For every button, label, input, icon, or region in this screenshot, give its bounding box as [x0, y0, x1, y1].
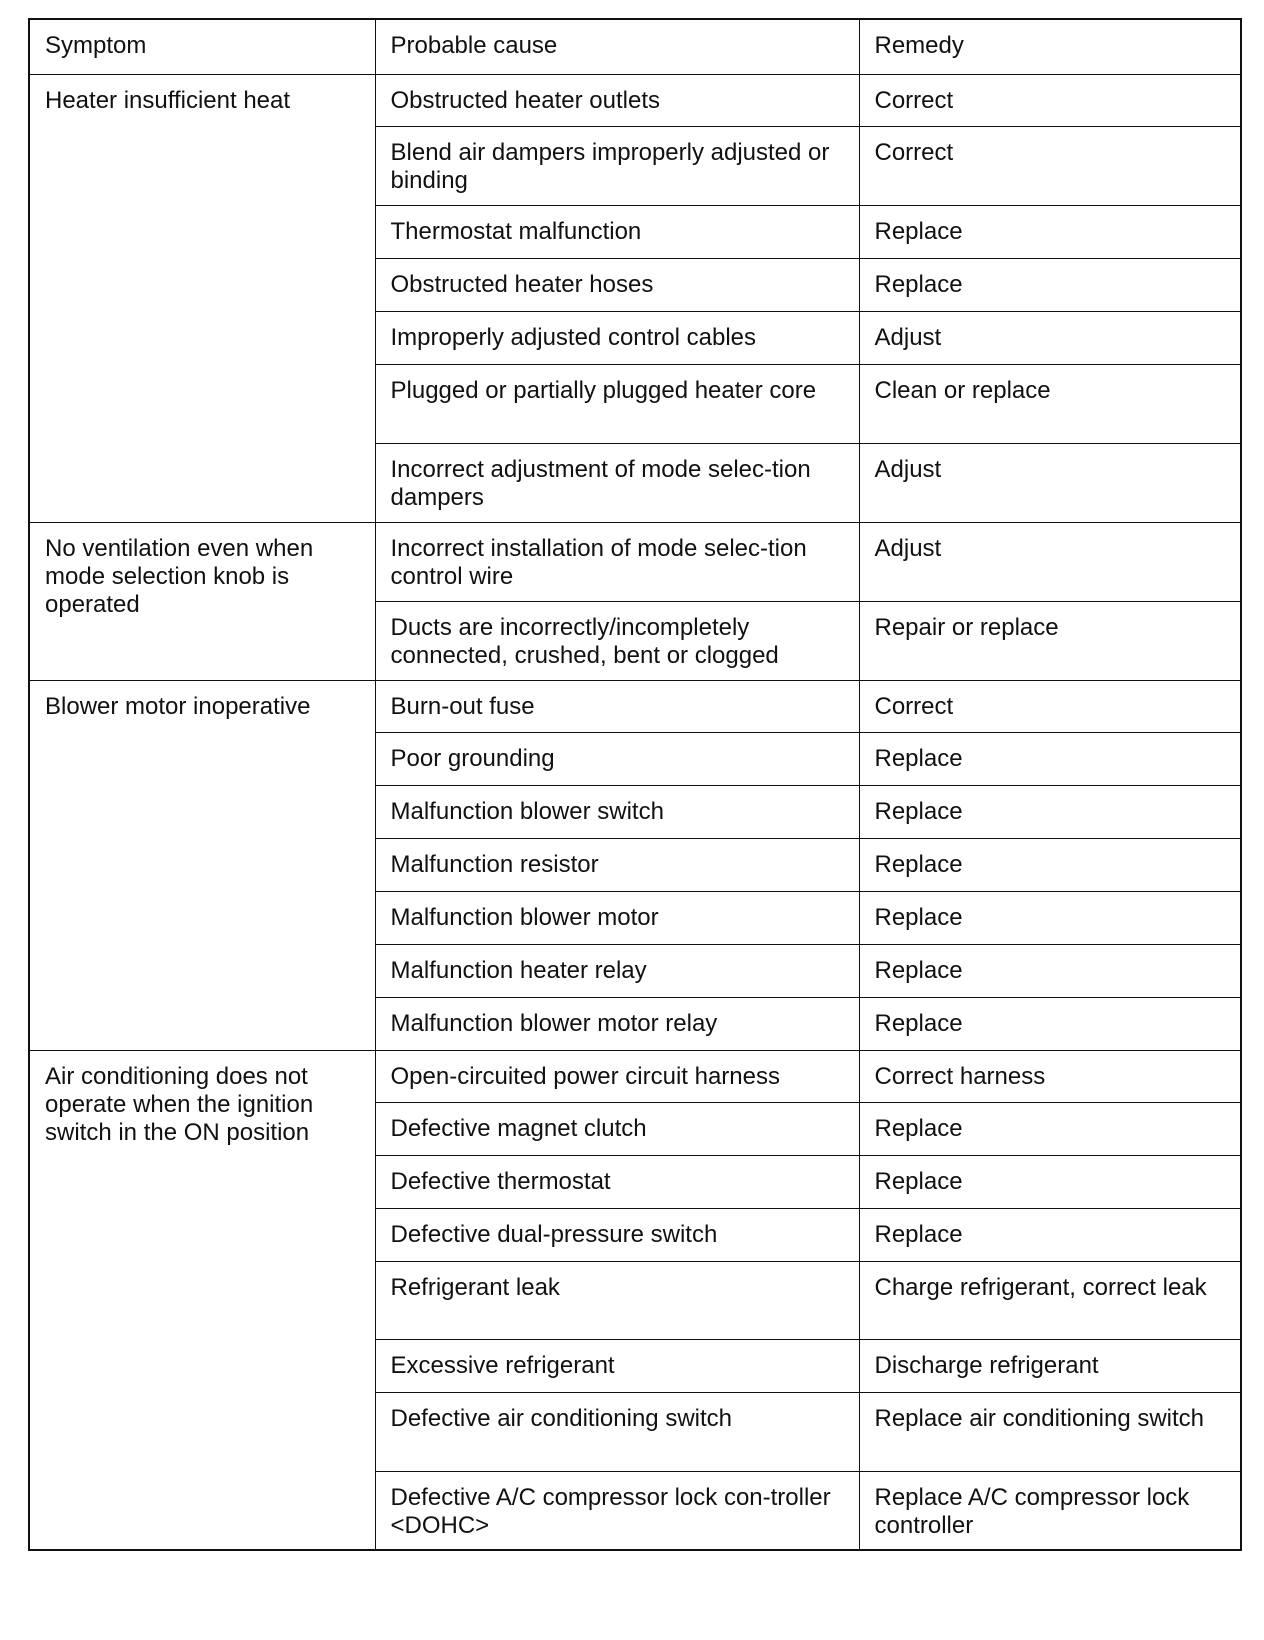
remedy-cell: Repair or replace: [859, 601, 1241, 680]
header-row: [29, 19, 1241, 74]
remedy-cell: Replace: [859, 205, 1241, 258]
remedy-cell: Replace: [859, 1102, 1241, 1155]
probable-cause-cell: Incorrect adjustment of mode selec-tion dampers: [375, 443, 859, 522]
cause-column-header: Probable cause: [375, 19, 859, 74]
symptom-cell: No ventilation even when mode selection knob is operated: [29, 522, 375, 680]
symptom-column-header: Symptom: [29, 19, 375, 74]
table-body: [29, 74, 1241, 1550]
probable-cause-cell: Excessive refrigerant: [375, 1339, 859, 1392]
probable-cause-cell: Poor grounding: [375, 732, 859, 785]
probable-cause-cell: Burn-out fuse: [375, 680, 859, 732]
probable-cause-cell: Blend air dampers improperly adjusted or binding: [375, 126, 859, 205]
probable-cause-cell: Thermostat malfunction: [375, 205, 859, 258]
table-row: [29, 522, 1241, 601]
remedy-cell: Adjust: [859, 522, 1241, 601]
troubleshooting-table: [28, 18, 1242, 1551]
probable-cause-cell: Malfunction heater relay: [375, 944, 859, 997]
remedy-cell: Charge refrigerant, correct leak: [859, 1261, 1241, 1339]
remedy-cell: Correct: [859, 680, 1241, 732]
remedy-cell: Replace: [859, 1208, 1241, 1261]
remedy-cell: Adjust: [859, 311, 1241, 364]
symptom-cell: Blower motor inoperative: [29, 680, 375, 1050]
probable-cause-cell: Open-circuited power circuit harness: [375, 1050, 859, 1102]
probable-cause-cell: Incorrect installation of mode selec-tion control wire: [375, 522, 859, 601]
probable-cause-cell: Malfunction blower motor: [375, 891, 859, 944]
remedy-cell: Replace A/C compressor lock controller: [859, 1471, 1241, 1550]
remedy-cell: Replace: [859, 732, 1241, 785]
probable-cause-cell: Plugged or partially plugged heater core: [375, 364, 859, 443]
probable-cause-cell: Defective air conditioning switch: [375, 1392, 859, 1471]
probable-cause-cell: Obstructed heater outlets: [375, 74, 859, 126]
remedy-cell: Replace: [859, 891, 1241, 944]
remedy-cell: Clean or replace: [859, 364, 1241, 443]
remedy-cell: Adjust: [859, 443, 1241, 522]
probable-cause-cell: Improperly adjusted control cables: [375, 311, 859, 364]
probable-cause-cell: Refrigerant leak: [375, 1261, 859, 1339]
remedy-cell: Correct: [859, 126, 1241, 205]
remedy-cell: Replace: [859, 785, 1241, 838]
remedy-cell: Replace: [859, 944, 1241, 997]
table-row: [29, 74, 1241, 126]
remedy-cell: Replace: [859, 838, 1241, 891]
probable-cause-cell: Defective A/C compressor lock con-troller <DOHC>: [375, 1471, 859, 1550]
probable-cause-cell: Defective dual-pressure switch: [375, 1208, 859, 1261]
probable-cause-cell: Obstructed heater hoses: [375, 258, 859, 311]
remedy-cell: Discharge refrigerant: [859, 1339, 1241, 1392]
probable-cause-cell: Ducts are incorrectly/incompletely connected, crushed, bent or clogged: [375, 601, 859, 680]
probable-cause-cell: Defective magnet clutch: [375, 1102, 859, 1155]
probable-cause-cell: Defective thermostat: [375, 1155, 859, 1208]
table-row: [29, 680, 1241, 732]
probable-cause-cell: Malfunction blower switch: [375, 785, 859, 838]
remedy-cell: Replace: [859, 258, 1241, 311]
probable-cause-cell: Malfunction resistor: [375, 838, 859, 891]
remedy-cell: Correct: [859, 74, 1241, 126]
symptom-cell: Air conditioning does not operate when the ignition switch in the ON position: [29, 1050, 375, 1550]
remedy-cell: Replace air conditioning switch: [859, 1392, 1241, 1471]
remedy-cell: Replace: [859, 1155, 1241, 1208]
remedy-cell: Correct harness: [859, 1050, 1241, 1102]
table-row: [29, 1050, 1241, 1102]
remedy-cell: Replace: [859, 997, 1241, 1050]
probable-cause-cell: Malfunction blower motor relay: [375, 997, 859, 1050]
remedy-column-header: Remedy: [859, 19, 1241, 74]
symptom-cell: Heater insufficient heat: [29, 74, 375, 522]
